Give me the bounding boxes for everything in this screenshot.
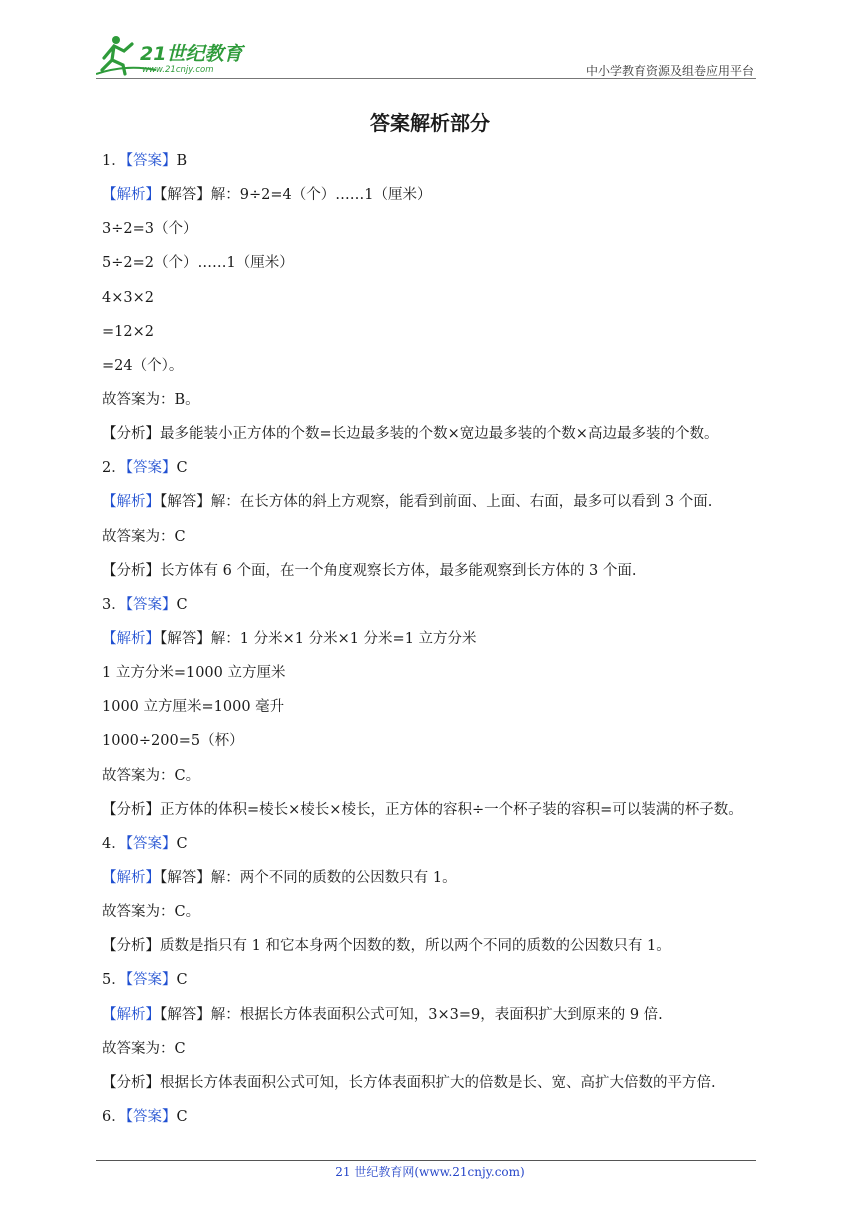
answer-text: 故答案为：B。 bbox=[102, 391, 200, 408]
header-divider bbox=[96, 78, 756, 79]
answer-line bbox=[102, 489, 762, 523]
answer-line bbox=[102, 865, 762, 899]
answer-text: 2． bbox=[102, 460, 126, 477]
answer-label: 【答案】 bbox=[125, 835, 177, 852]
answer-text: C bbox=[176, 460, 188, 477]
answer-label: 【答案】 bbox=[125, 596, 177, 613]
answer-text: B bbox=[176, 153, 188, 169]
answer-text: 6． bbox=[102, 1108, 126, 1125]
answer-label: 【答案】 bbox=[125, 972, 177, 989]
answer-line bbox=[102, 148, 762, 182]
answer-line bbox=[102, 694, 762, 728]
answer-line bbox=[102, 182, 762, 216]
answer-text: 【解答】解：两个不同的质数的公因数只有 1。 bbox=[160, 869, 457, 886]
answer-text: 【分析】最多能装小正方体的个数=长边最多装的个数×宽边最多装的个数×高边最多装的个数。 bbox=[102, 426, 719, 443]
answer-label: 【答案】 bbox=[125, 460, 177, 477]
answer-text: 【分析】根据长方体表面积公式可知，长方体表面积扩大的倍数是长、宽、高扩大倍数的平方倍. bbox=[102, 1074, 716, 1091]
answer-text: 4×3×2 bbox=[102, 289, 154, 306]
answer-line bbox=[102, 626, 762, 660]
answer-text: C bbox=[176, 972, 188, 989]
answer-text: 故答案为：C bbox=[102, 528, 186, 545]
answer-text: 1000÷200=5（杯） bbox=[102, 733, 244, 750]
answer-line bbox=[102, 1036, 762, 1070]
answer-text: =12×2 bbox=[102, 323, 154, 340]
answer-label: 【解析】 bbox=[102, 187, 160, 204]
answer-text: 【解答】解：9÷2=4（个）……1（厘米） bbox=[160, 187, 432, 204]
logo-url-text: www.21cnjy.com bbox=[142, 65, 214, 75]
answer-text: C bbox=[176, 835, 188, 852]
answer-text: 3÷2=3（个） bbox=[102, 221, 198, 238]
answer-text: 故答案为：C bbox=[102, 1040, 186, 1057]
answer-text: 【解答】解：在长方体的斜上方观察，能看到前面、上面、右面，最多可以看到 3 个面. bbox=[160, 494, 713, 511]
answer-line bbox=[102, 558, 762, 592]
answer-text: 1 立方分米=1000 立方厘米 bbox=[102, 665, 286, 682]
answer-line bbox=[102, 728, 762, 762]
answer-text: C bbox=[176, 1108, 188, 1125]
answer-text: 【解答】解：根据长方体表面积公式可知，3×3=9，表面积扩大到原来的 9 倍. bbox=[160, 1006, 663, 1023]
answer-line bbox=[102, 353, 762, 387]
platform-name: 中小学教育资源及组卷应用平台 bbox=[585, 64, 754, 78]
answer-line bbox=[102, 319, 762, 353]
answer-label: 【解析】 bbox=[102, 630, 160, 647]
answer-text: 1000 立方厘米=1000 毫升 bbox=[102, 699, 285, 716]
answer-line bbox=[102, 285, 762, 319]
answer-text: 故答案为：C。 bbox=[102, 904, 201, 921]
footer-text: 21 世纪教育网(www.21cnjy.com) bbox=[335, 1165, 525, 1179]
answer-text: 4． bbox=[102, 835, 126, 852]
answer-text: 【分析】质数是指只有 1 和它本身两个因数的数，所以两个不同的质数的公因数只有 1。 bbox=[102, 938, 671, 955]
21cnjy-logo bbox=[96, 34, 266, 76]
answer-text: 5． bbox=[102, 972, 126, 989]
answer-text: 3． bbox=[102, 596, 126, 613]
logo-brand-text: 21世纪教育 bbox=[140, 43, 243, 65]
answer-line bbox=[102, 592, 762, 626]
answer-line bbox=[102, 831, 762, 865]
answer-line bbox=[102, 387, 762, 421]
answer-line bbox=[102, 1070, 762, 1104]
answer-text: 故答案为：C。 bbox=[102, 767, 201, 784]
answer-line bbox=[102, 763, 762, 797]
answer-content bbox=[102, 148, 762, 1138]
answer-text: =24（个）。 bbox=[102, 357, 184, 374]
page-title: 答案解析部分 bbox=[370, 111, 490, 135]
answer-text: 【解答】解：1 分米×1 分米×1 分米=1 立方分米 bbox=[160, 630, 477, 647]
answer-line bbox=[102, 933, 762, 967]
answer-line bbox=[102, 1002, 762, 1036]
answer-label: 【答案】 bbox=[125, 153, 177, 169]
answer-line bbox=[102, 660, 762, 694]
answer-label: 【答案】 bbox=[125, 1108, 177, 1125]
answer-line bbox=[102, 1104, 762, 1138]
answer-line bbox=[102, 797, 762, 831]
answer-label: 【解析】 bbox=[102, 494, 160, 511]
answer-line bbox=[102, 524, 762, 558]
page-header bbox=[96, 28, 756, 80]
answer-text: 5÷2=2（个）……1（厘米） bbox=[102, 255, 294, 272]
answer-text: C bbox=[176, 596, 188, 613]
answer-text: 1． bbox=[102, 153, 126, 169]
answer-line bbox=[102, 455, 762, 489]
answer-line bbox=[102, 967, 762, 1001]
answer-label: 【解析】 bbox=[102, 1006, 160, 1023]
answer-line bbox=[102, 899, 762, 933]
answer-label: 【解析】 bbox=[102, 869, 160, 886]
answer-line bbox=[102, 216, 762, 250]
answer-line bbox=[102, 421, 762, 455]
footer-divider bbox=[96, 1160, 756, 1161]
answer-text: 【分析】正方体的体积=棱长×棱长×棱长，正方体的容积÷一个杯子装的容积=可以装满的杯子数。 bbox=[102, 801, 743, 818]
answer-text: 【分析】长方体有 6 个面，在一个角度观察长方体，最多能观察到长方体的 3 个面. bbox=[102, 562, 637, 579]
answer-line bbox=[102, 250, 762, 284]
